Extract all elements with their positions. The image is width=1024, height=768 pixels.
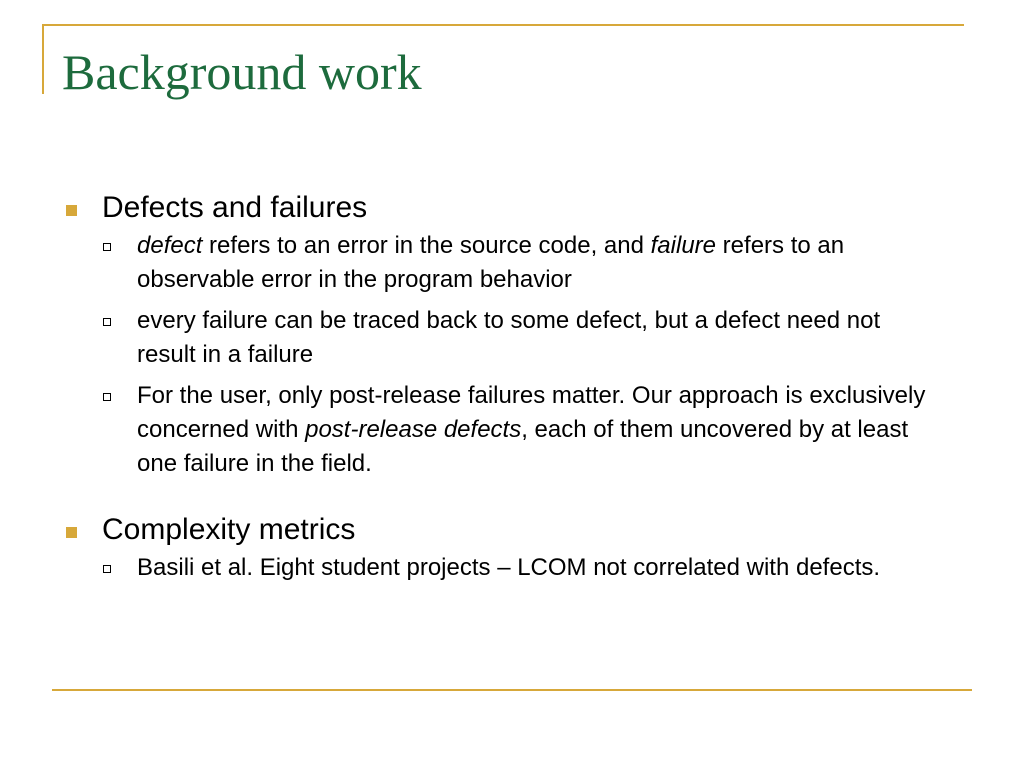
hollow-square-bullet-icon xyxy=(103,243,111,251)
term-failure: failure xyxy=(650,232,717,259)
frame-left-line xyxy=(42,24,44,94)
sub-bullet-basili xyxy=(60,551,937,585)
bullet-heading: Complexity metrics xyxy=(102,513,356,546)
sub-bullet-text: every failure can be traced back to some defect, but a defect need not result in a failure xyxy=(137,307,881,368)
sub-bullet-text: Basili et al. Eight student projects – LCOM not correlated with defects. xyxy=(137,554,881,581)
hollow-square-bullet-icon xyxy=(103,318,111,326)
slide-content xyxy=(60,188,960,585)
bullet-defects-and-failures xyxy=(60,188,960,228)
sub-bullet-text: For the user, only post-release failures matter. Our approach is exclusively concerned with xyxy=(137,382,926,443)
footer-line xyxy=(52,689,972,691)
square-bullet-icon xyxy=(66,527,77,538)
slide-title: Background work xyxy=(62,44,422,100)
square-bullet-icon xyxy=(66,205,77,216)
sub-bullet-failure-traced xyxy=(60,304,937,372)
hollow-square-bullet-icon xyxy=(103,393,111,401)
sub-bullet-list xyxy=(60,229,960,481)
frame-top-line xyxy=(42,24,964,26)
sub-bullet-post-release xyxy=(60,379,937,481)
bullet-complexity-metrics xyxy=(60,510,960,550)
sub-bullet-defect-definition xyxy=(60,229,937,297)
sub-bullet-text: , each of them uncovered by at least one failure in the field. xyxy=(137,416,909,477)
bullet-heading: Defects and failures xyxy=(102,191,368,224)
term-post-release-defects: post-release defects xyxy=(305,416,522,443)
sub-bullet-text: refers to an error in the source code, and xyxy=(202,232,651,259)
term-defect: defect xyxy=(137,232,203,259)
sub-bullet-text: refers to an observable error in the program behavior xyxy=(137,232,845,293)
hollow-square-bullet-icon xyxy=(103,565,111,573)
sub-bullet-list xyxy=(60,551,960,585)
